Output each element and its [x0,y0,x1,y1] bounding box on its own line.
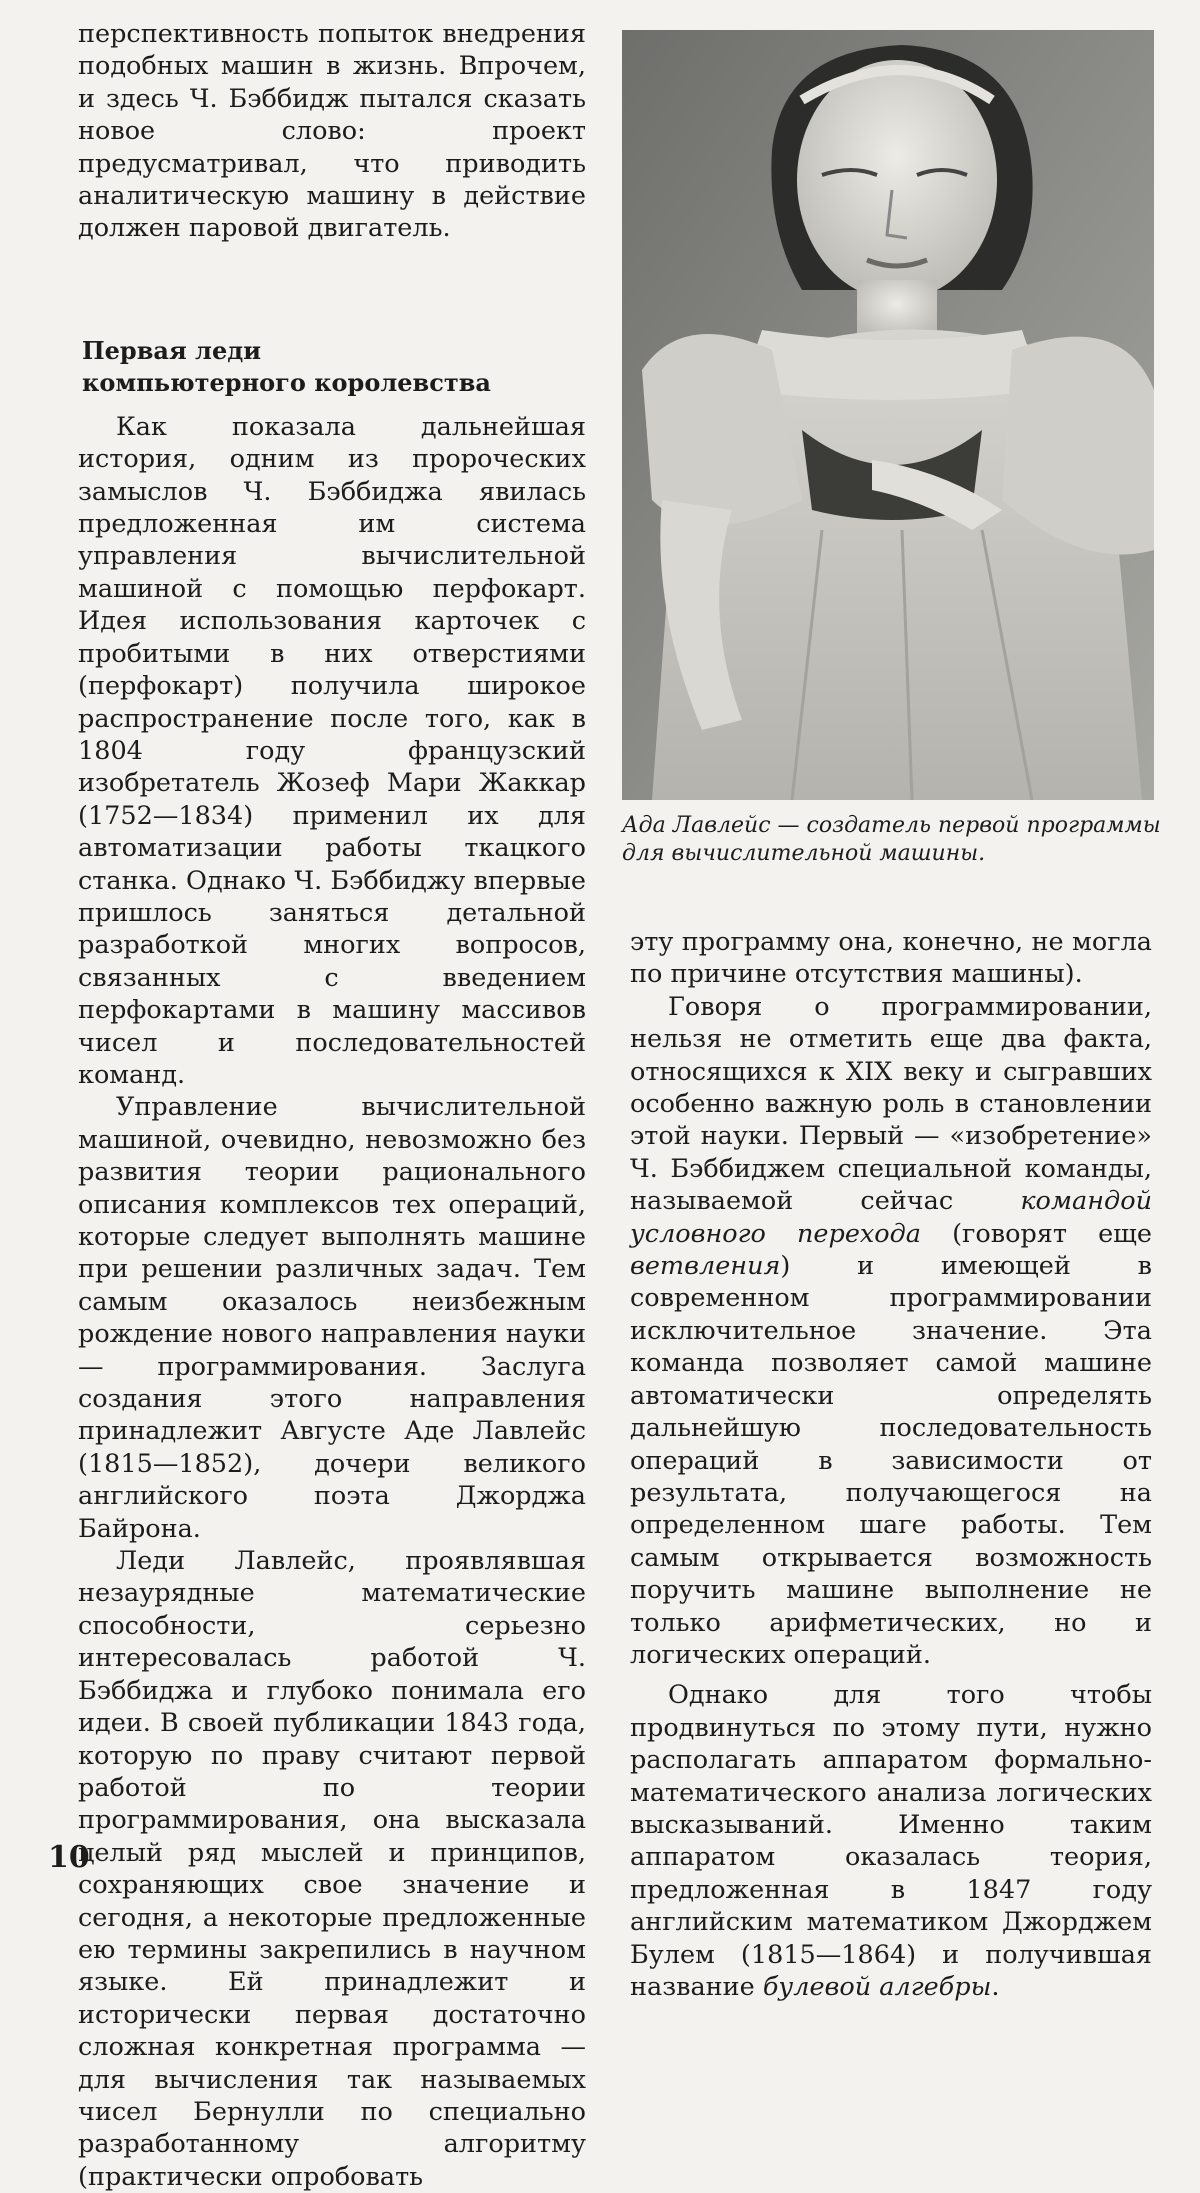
paragraph: эту программу она, конечно, не могла по причине отсутствия машины). [630,927,1152,990]
photo-caption: Ада Лавлейс — создатель первой программы для вычислительной машины. [622,813,1161,866]
right-column [630,926,1152,2003]
paragraph: Как показала дальнейшая история, одним из пророческих замыслов Ч. Бэббиджа явилась предложенная им система управления вычислительной машиной с помощью перфокарт. Идея использования карточек с пробитыми в них отверстиями (перфокарт) получила широкое распространение после того, как в 1804 году французский изобретатель Жозеф Мари Жаккар (1752—1834) применил их для автоматизации работы ткацкого станка. Однако Ч. Бэббиджу впервые пришлось заняться детальной разработкой многих вопросов, связанных с введением перфокартами в машину массивов чисел и последовательностей команд. [78,411,586,1090]
emphasis: булевой алгебры [762,1972,992,2002]
page-number: 10 [48,1840,90,1875]
paragraph: перспективность попыток внедрения подобных машин в жизнь. Впрочем, и здесь Ч. Бэббидж пытался сказать новое слово: проект предусматривал, что приводить аналитическую машину в действие должен паровой двигатель. [78,19,586,244]
section-heading [78,335,586,399]
emphasis: командой условного перехода [630,1186,1152,1249]
emphasis: ветвления [630,1251,781,1282]
left-column [78,18,586,2193]
paragraph: Однако для того чтобы продвинуться по этому пути, нужно располагать аппаратом формально-математического анализа логических высказываний. Именно таким аппаратом оказалась теория, предложенная в 1847 году английским математиком Джорджем Булем (1815—1864) и получившая название булевой алгебры. [630,1680,1152,2002]
paragraph: Управление вычислительной машиной, очевидно, невозможно без развития теории рационального описания комплексов тех операций, которые следует выполнять машине при решении различных задач. Тем самым оказалось неизбежным рождение нового направления науки — программирования. Заслуга создания этого направления принадлежит Августе Аде Лавлейс (1815—1852), дочери великого английского поэта Джорджа Байрона. [78,1092,586,1544]
paragraph: Говоря о программировании, нельзя не отметить еще два факта, относящихся к XIX веку и сыгравших особенно важную роль в становлении этой науки. Первый — «изобретение» Ч. Бэббиджем специальной команды, называемой сейчас командой условного перехода (говорят еще ветвления) и имеющей в современном программировании исключительное значение. Эта команда позволяет самой машине автоматически определять дальнейшую последовательность операций в зависимости от результата, получающегося на определенном шаге работы. Тем самым открывается возможность поручить машине выполнение не только арифметических, но и логических операций. [630,991,1152,1670]
heading-line-1: Первая леди [82,335,262,365]
heading-line-2: компьютерного королевства [82,367,491,397]
portrait-photo [622,30,1154,800]
portrait-illustration [622,30,1154,800]
paragraph: Леди Лавлейс, проявлявшая незаурядные математические способности, серьезно интересовалась работой Ч. Бэббиджа и глубоко понимала его идеи. В своей публикации 1843 года, которую по праву считают первой работой по теории программирования, она высказала целый ряд мыслей и принципов, сохраняющих свое значение и сегодня, а некоторые предложенные ею термины закрепились в научном языке. Ей принадлежит и исторически первая достаточно сложная конкретная программа — для вычисления так называемых чисел Бернулли по специально разработанному алгоритму (практически опробовать [78,1546,586,2192]
